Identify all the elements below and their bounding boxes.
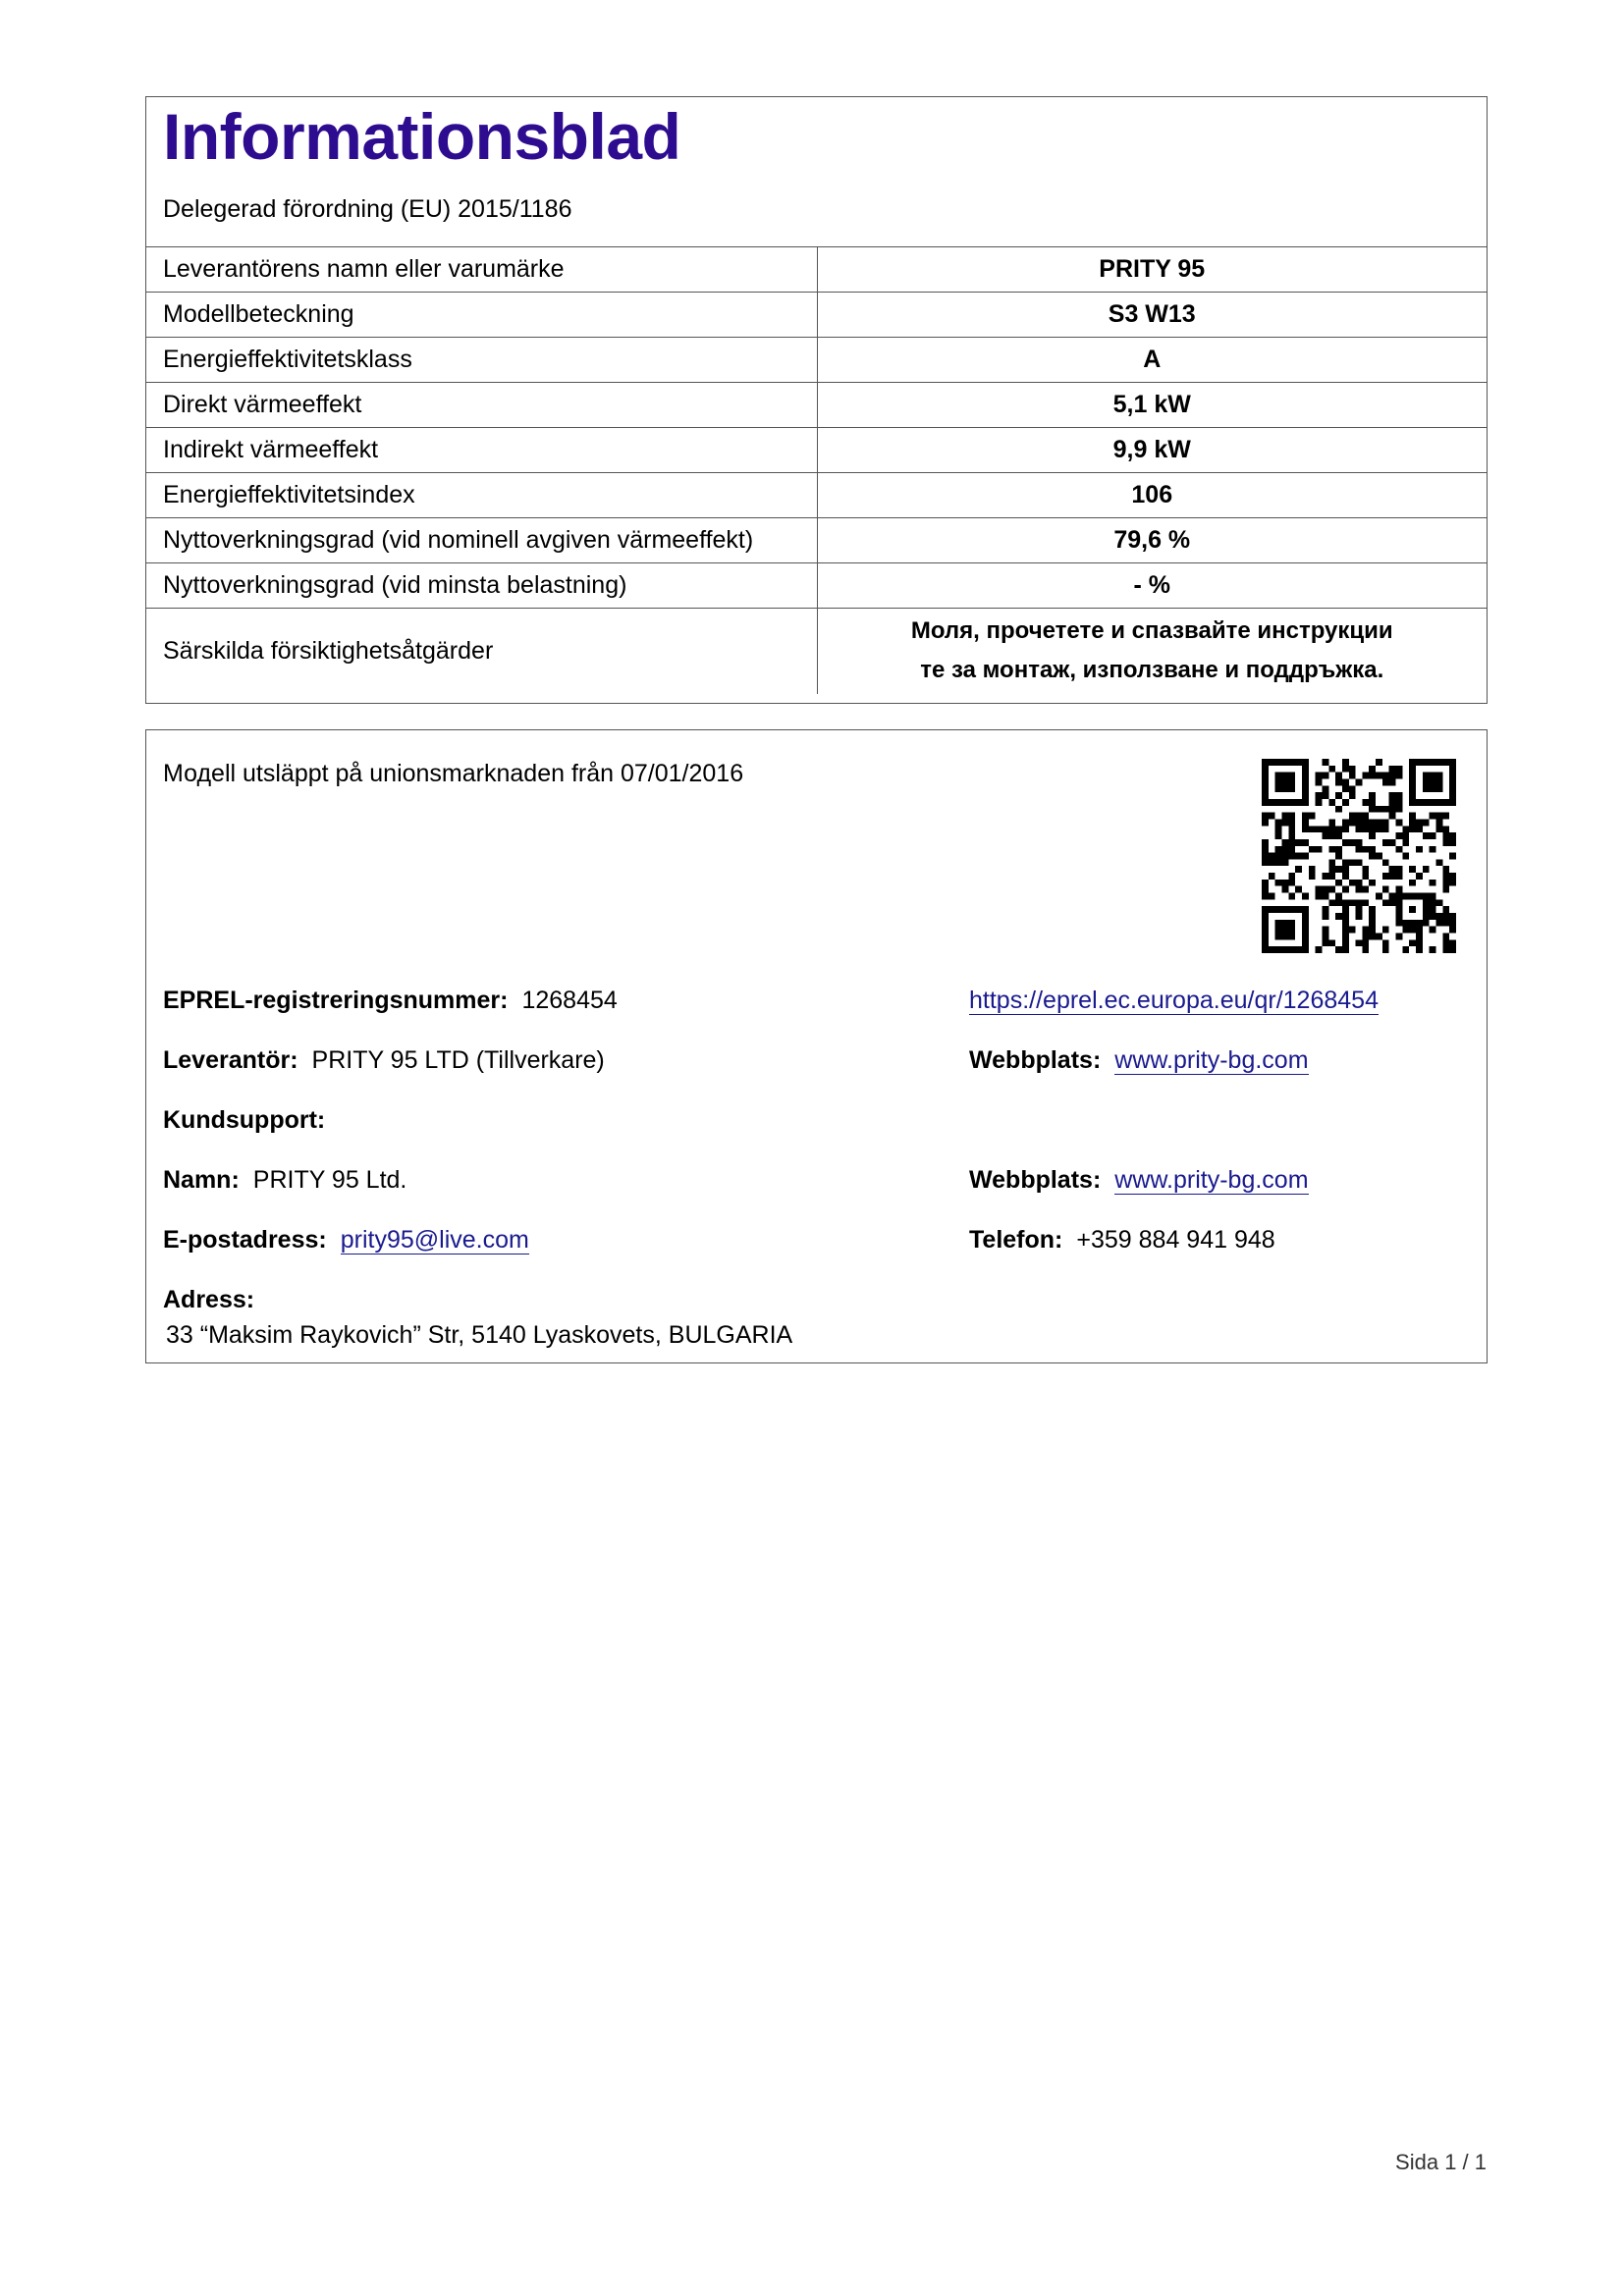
spec-value: PRITY 95 xyxy=(817,247,1487,293)
page-number: Sida 1 / 1 xyxy=(1395,2150,1487,2174)
table-row xyxy=(146,428,1487,473)
eprel-value: 1268454 xyxy=(521,987,618,1014)
support-label: Kundsupport: xyxy=(163,1106,326,1134)
email-row xyxy=(163,1226,529,1255)
website-row xyxy=(969,1046,1309,1075)
spec-label: Indirekt värmeeffekt xyxy=(146,428,817,473)
table-row xyxy=(146,383,1487,428)
email-label: E-postadress: xyxy=(163,1226,327,1254)
precautions-line-2: те за монтаж, използване и поддръжка. xyxy=(920,657,1384,684)
spec-value: 5,1 kW xyxy=(817,383,1487,428)
table-row xyxy=(146,293,1487,338)
website2-label: Webbplats: xyxy=(969,1166,1102,1194)
precautions-line-1: Моля, прочетете и спазвайте инструкции xyxy=(910,617,1393,645)
release-date-text: Модell utsläppt på unionsmarknaden från 07/01/2016 xyxy=(163,760,744,787)
table-row xyxy=(146,563,1487,609)
precautions-value xyxy=(817,609,1487,694)
precautions-label: Särskilda försiktighetsåtgärder xyxy=(146,609,817,694)
name-label: Namn: xyxy=(163,1166,240,1194)
address-label-row xyxy=(163,1286,268,1314)
phone-value: +359 884 941 948 xyxy=(1076,1226,1275,1254)
supplier-label: Leverantör: xyxy=(163,1046,298,1074)
address-label: Adress: xyxy=(163,1286,255,1313)
supplier-row xyxy=(163,1046,605,1075)
table-row xyxy=(146,518,1487,563)
email-link[interactable]: prity95@live.com xyxy=(340,1226,529,1254)
spec-value: 79,6 % xyxy=(817,518,1487,563)
regulation-subtitle: Delegerad förordning (EU) 2015/1186 xyxy=(163,195,572,223)
eprel-url-link[interactable]: https://eprel.ec.europa.eu/qr/1268454 xyxy=(969,987,1379,1014)
address-value: 33 “Maksim Raykovich” Str, 5140 Lyaskovets, BULGARIA xyxy=(166,1321,793,1349)
website2-link[interactable]: www.prity-bg.com xyxy=(1114,1166,1309,1194)
table-row-precautions xyxy=(146,609,1487,694)
spec-label: Nyttoverkningsgrad (vid nominell avgiven värmeeffekt) xyxy=(146,518,817,563)
spec-value: S3 W13 xyxy=(817,293,1487,338)
phone-row xyxy=(969,1226,1275,1255)
spec-label: Leverantörens namn eller varumärke xyxy=(146,247,817,293)
eprel-row xyxy=(163,987,618,1015)
table-row xyxy=(146,247,1487,293)
page-title: Informationsblad xyxy=(163,100,681,173)
spec-label: Direkt värmeeffekt xyxy=(146,383,817,428)
supplier-value: PRITY 95 LTD (Tillverkare) xyxy=(311,1046,605,1074)
website-link[interactable]: www.prity-bg.com xyxy=(1114,1046,1309,1074)
table-row xyxy=(146,473,1487,518)
spec-label: Energieffektivitetsindex xyxy=(146,473,817,518)
spec-value: 9,9 kW xyxy=(817,428,1487,473)
spec-value: - % xyxy=(817,563,1487,609)
website-label: Webbplats: xyxy=(969,1046,1102,1074)
support-row xyxy=(163,1106,339,1135)
name-value: PRITY 95 Ltd. xyxy=(252,1166,407,1194)
eprel-url-row xyxy=(969,987,1379,1015)
qr-code-icon[interactable] xyxy=(1262,759,1456,953)
product-info-box xyxy=(145,96,1488,704)
name-row xyxy=(163,1166,406,1195)
phone-label: Telefon: xyxy=(969,1226,1063,1254)
spec-value: 106 xyxy=(817,473,1487,518)
spec-label: Nyttoverkningsgrad (vid minsta belastning) xyxy=(146,563,817,609)
spec-table xyxy=(146,246,1487,694)
spec-value: A xyxy=(817,338,1487,383)
supplier-info-box xyxy=(145,729,1488,1363)
spec-label: Energieffektivitetsklass xyxy=(146,338,817,383)
website2-row xyxy=(969,1166,1309,1195)
spec-label: Modellbeteckning xyxy=(146,293,817,338)
eprel-label: EPREL-registreringsnummer: xyxy=(163,987,509,1014)
table-row xyxy=(146,338,1487,383)
